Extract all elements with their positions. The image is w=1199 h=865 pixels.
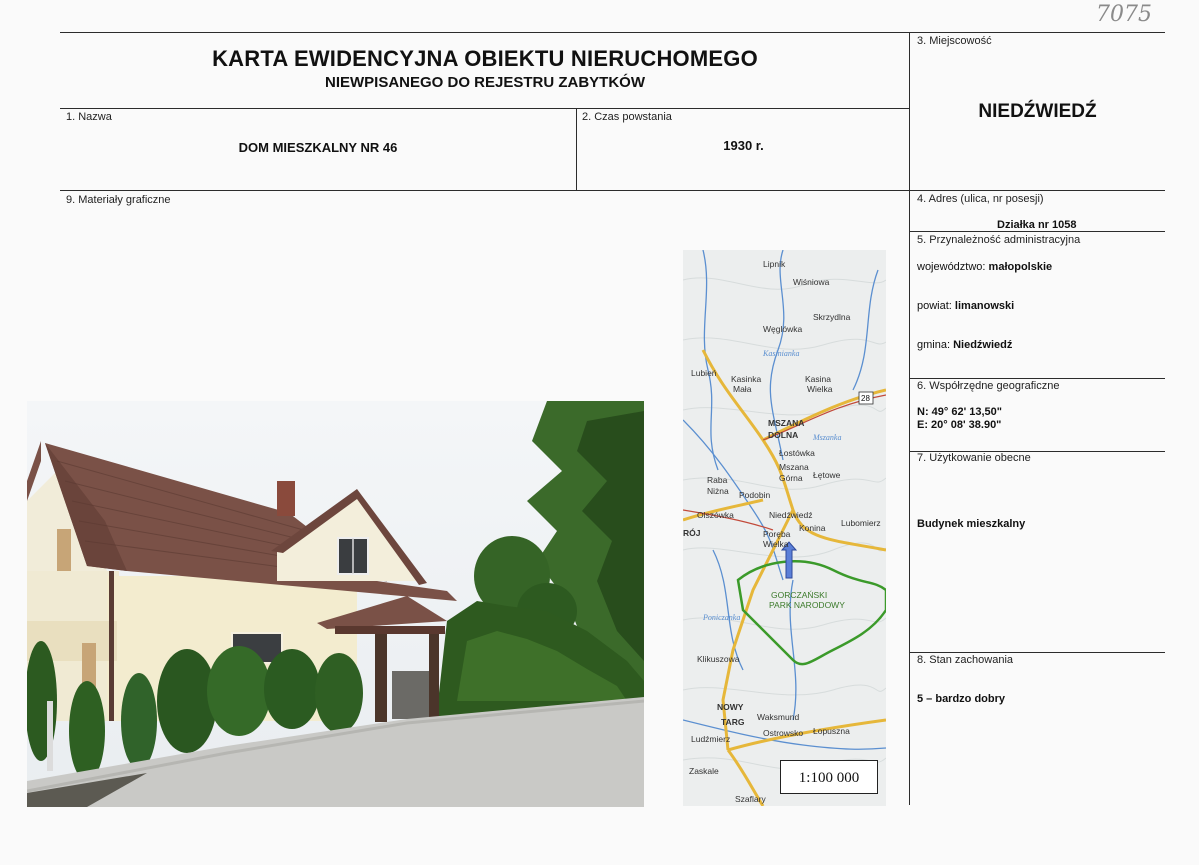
divider-uzytkowanie	[910, 652, 1165, 653]
map-label-nowy: NOWY	[717, 702, 744, 712]
map-label-gorna: Górna	[779, 473, 803, 483]
map-label-dolna: DOLNA	[768, 430, 799, 440]
label-stan-zachowania: 8. Stan zachowania	[917, 654, 1014, 666]
value-miejscowosc: NIEDŹWIEDŹ	[978, 101, 1097, 122]
map-label-niedzwiedz: Niedźwiedź	[769, 510, 813, 520]
map-label-wisniowa: Wiśniowa	[793, 277, 830, 287]
value-wspolrzedne-n: N: 49° 62' 13,50"	[917, 406, 1003, 418]
map-label-lipnik: Lipnik	[763, 259, 786, 269]
card-subtitle: NIEWPISANEGO DO REJESTRU ZABYTKÓW	[324, 74, 646, 91]
label-adres: 4. Adres (ulica, nr posesji)	[917, 193, 1044, 205]
wojewodztwo-value: małopolskie	[988, 261, 1053, 273]
map-label-weglowka: Węglówka	[763, 324, 803, 334]
map-label-kasinka: Kasinka	[731, 374, 762, 384]
label-nazwa: 1. Nazwa	[66, 111, 112, 123]
map-label-roj: RÓJ	[683, 528, 701, 538]
map-label-olszowka: Olszówka	[697, 510, 734, 520]
map-label-zaskale: Zaskale	[689, 766, 719, 776]
map-label-kasina: Kasina	[805, 374, 831, 384]
map-label-lopuszna: Łopuszna	[813, 726, 850, 736]
card-title: KARTA EWIDENCYJNA OBIEKTU NIERUCHOMEGO	[212, 46, 758, 71]
wojewodztwo-label: województwo:	[917, 261, 986, 273]
value-wspolrzedne-e: E: 20° 08' 38.90"	[917, 419, 1002, 431]
powiat-value: limanowski	[954, 300, 1015, 312]
label-materialy-graficzne: 9. Materiały graficzne	[66, 194, 171, 206]
gmina-label: gmina:	[917, 339, 951, 351]
house-photo	[27, 401, 644, 807]
map-label-poniczanka: Poniczanka	[703, 613, 741, 622]
value-czas-powstania: 1930 r.	[723, 138, 764, 153]
top-border	[60, 32, 1165, 33]
map-label-nizna: Niżna	[707, 486, 729, 496]
value-nazwa: DOM MIESZKALNY NR 46	[238, 140, 398, 155]
label-czas-powstania: 2. Czas powstania	[582, 111, 672, 123]
map-label-podobin: Podobin	[739, 490, 771, 500]
map-label-ludzmierz: Ludźmierz	[691, 734, 731, 744]
value-uzytkowanie: Budynek mieszkalny	[917, 518, 1026, 530]
value-stan-zachowania: 5 – bardzo dobry	[917, 693, 1006, 705]
map-label-gorczanski: GORCZAŃSKI	[771, 590, 828, 600]
row-wojewodztwo	[917, 261, 1052, 273]
map-label-targ: TARG	[721, 717, 745, 727]
map-road-number: 28	[861, 394, 870, 403]
divider-przynaleznosc	[910, 378, 1165, 379]
handwritten-number: 7075	[1096, 2, 1152, 27]
map-label-mszana: MSZANA	[768, 418, 805, 428]
label-przynaleznosc: 5. Przynależność administracyjna	[917, 234, 1081, 246]
map-label-mala: Mała	[733, 384, 752, 394]
map-label-lubomierz: Lubomierz	[841, 518, 881, 528]
label-wspolrzedne: 6. Współrzędne geograficzne	[917, 380, 1060, 392]
value-adres: Działka nr 1058	[997, 219, 1077, 231]
map-label-mszana-gorna: Mszana	[779, 462, 809, 472]
gmina-value: Niedźwiedź	[953, 339, 1013, 351]
location-map	[683, 250, 886, 806]
map-label-raba: Raba	[707, 475, 728, 485]
map-label-klikuszowa: Klikuszowa	[697, 654, 740, 664]
row-divider	[60, 190, 1165, 191]
map-label-kasinianka: Kasinianka	[763, 349, 800, 358]
map-scale: 1:100 000	[780, 760, 878, 794]
map-label-lubien: Lubień	[691, 368, 717, 378]
map-label-poreba: Poręba	[763, 529, 791, 539]
label-miejscowosc: 3. Miejscowość	[917, 35, 992, 47]
map-label-park: PARK NARODOWY	[769, 600, 845, 610]
map-label-ostrowsko: Ostrowsko	[763, 728, 804, 738]
map-label-skrzydlna: Skrzydlna	[813, 312, 851, 322]
label-uzytkowanie: 7. Użytkowanie obecne	[917, 452, 1031, 464]
map-label-lostowka: Łostówka	[779, 448, 815, 458]
header-divider	[60, 108, 910, 109]
map-label-mszanka: Mszanka	[813, 433, 842, 442]
map-label-wielka2: Wielka	[763, 539, 789, 549]
map-label-szaflary: Szaflary	[735, 794, 766, 804]
row-gmina	[917, 339, 1012, 351]
row-powiat	[917, 300, 1014, 312]
map-label-konina: Konina	[799, 523, 826, 533]
powiat-label: powiat:	[917, 300, 952, 312]
map-label-waksmund: Waksmund	[757, 712, 800, 722]
map-label-letowe: Łętowe	[813, 470, 841, 480]
map-label-wielka: Wielka	[807, 384, 833, 394]
divider-adres	[910, 231, 1165, 232]
